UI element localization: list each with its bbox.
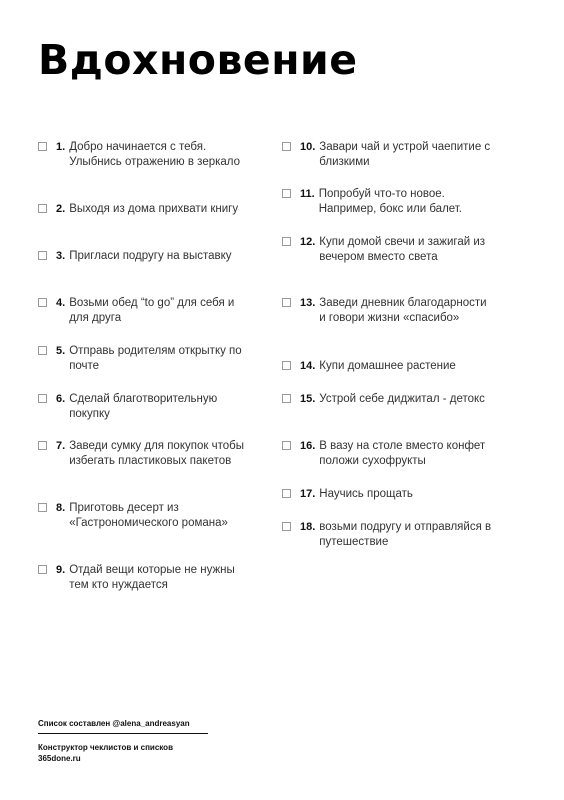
item-text: Отправь родителям открытку по почте (69, 345, 242, 372)
item-text: Устрой себе диджитал - детокс (319, 393, 485, 405)
checkbox[interactable] (282, 189, 291, 198)
item-number: 9. (56, 564, 66, 576)
item-number: 4. (56, 297, 66, 309)
item-text: Купи домой свечи и зажигай из вечером вместо света (319, 236, 486, 263)
checkbox[interactable] (38, 298, 47, 307)
checkbox[interactable] (282, 237, 291, 246)
item-number: 12. (300, 236, 316, 248)
item-text: Заведи дневник благодарности и говори жизни «спасибо» (319, 297, 487, 324)
item-number: 13. (300, 297, 316, 309)
item-number: 11. (300, 188, 315, 200)
checklist-item (282, 520, 494, 549)
footer-divider (38, 733, 208, 734)
item-number: 17. (300, 488, 316, 500)
checklist-item (38, 202, 244, 217)
item-number: 6. (56, 393, 66, 405)
item-number: 7. (56, 440, 66, 452)
item-number: 10. (300, 141, 316, 153)
item-number: 3. (56, 250, 66, 262)
checkbox[interactable] (38, 441, 47, 450)
item-number: 8. (56, 502, 66, 514)
item-text: возьми подругу и отправляйся в путешествие (319, 521, 492, 548)
checklist-item (38, 344, 244, 373)
checkbox[interactable] (282, 298, 291, 307)
checkbox[interactable] (38, 394, 47, 403)
checkbox[interactable] (282, 394, 291, 403)
item-text: В вазу на столе вместо конфет положи сухофрукты (319, 440, 486, 467)
footer-site-link[interactable]: 365done.ru (38, 754, 81, 763)
checkbox[interactable] (38, 346, 47, 355)
item-text: Научись прощать (319, 488, 413, 500)
item-number: 2. (56, 203, 66, 215)
checklist-item (38, 563, 244, 592)
checkbox[interactable] (282, 361, 291, 370)
item-text: Сделай благотворительную покупку (69, 393, 218, 420)
checkbox[interactable] (282, 142, 291, 151)
item-number: 14. (300, 360, 316, 372)
page-title: Вдохновение (38, 36, 358, 84)
checkbox[interactable] (38, 251, 47, 260)
checkbox[interactable] (38, 503, 47, 512)
checklist-item (282, 187, 494, 216)
item-number: 16. (300, 440, 316, 452)
checklist-item (282, 392, 494, 407)
item-text: Отдай вещи которые не нужны тем кто нуждается (69, 564, 235, 591)
item-text: Попробуй что-то новое. Например, бокс или балет. (318, 188, 462, 215)
checkbox[interactable] (38, 204, 47, 213)
checklist-item (282, 296, 494, 325)
item-number: 1. (56, 141, 66, 153)
checkbox[interactable] (38, 142, 47, 151)
item-text: Добро начинается с тебя. Улыбнись отражению в зеркало (69, 141, 241, 168)
checklist-item (38, 392, 244, 421)
item-number: 5. (56, 345, 66, 357)
checklist-item (282, 359, 494, 374)
item-text: Заведи сумку для покупок чтобы избегать пластиковых пакетов (69, 440, 244, 467)
item-text: Возьми обед “to go” для себя и для друга (69, 297, 235, 324)
footer-author: Список составлен @alena_andreasyan (38, 719, 190, 728)
checklist-item (38, 439, 244, 468)
checklist-item (38, 501, 244, 530)
checklist-item (282, 439, 494, 468)
checkbox[interactable] (38, 565, 47, 574)
checkbox[interactable] (282, 522, 291, 531)
checklist-item (38, 249, 244, 264)
item-text: Выходя из дома прихвати книгу (69, 203, 239, 215)
item-number: 18. (300, 521, 316, 533)
item-text: Приготовь десерт из «Гастрономического романа» (69, 502, 228, 529)
checkbox[interactable] (282, 489, 291, 498)
item-number: 15. (300, 393, 316, 405)
checklist-item (282, 487, 494, 502)
item-text: Пригласи подругу на выставку (69, 250, 232, 262)
footer-tool-name: Конструктор чеклистов и списков (38, 743, 173, 752)
footer-tool (38, 742, 208, 764)
item-text: Завари чай и устрой чаепитие с близкими (319, 141, 491, 168)
item-text: Купи домашнее растение (319, 360, 456, 372)
checklist-item (38, 296, 244, 325)
checklist-item (38, 140, 244, 169)
checkbox[interactable] (282, 441, 291, 450)
checklist-item (282, 235, 494, 264)
checklist-item (282, 140, 494, 169)
